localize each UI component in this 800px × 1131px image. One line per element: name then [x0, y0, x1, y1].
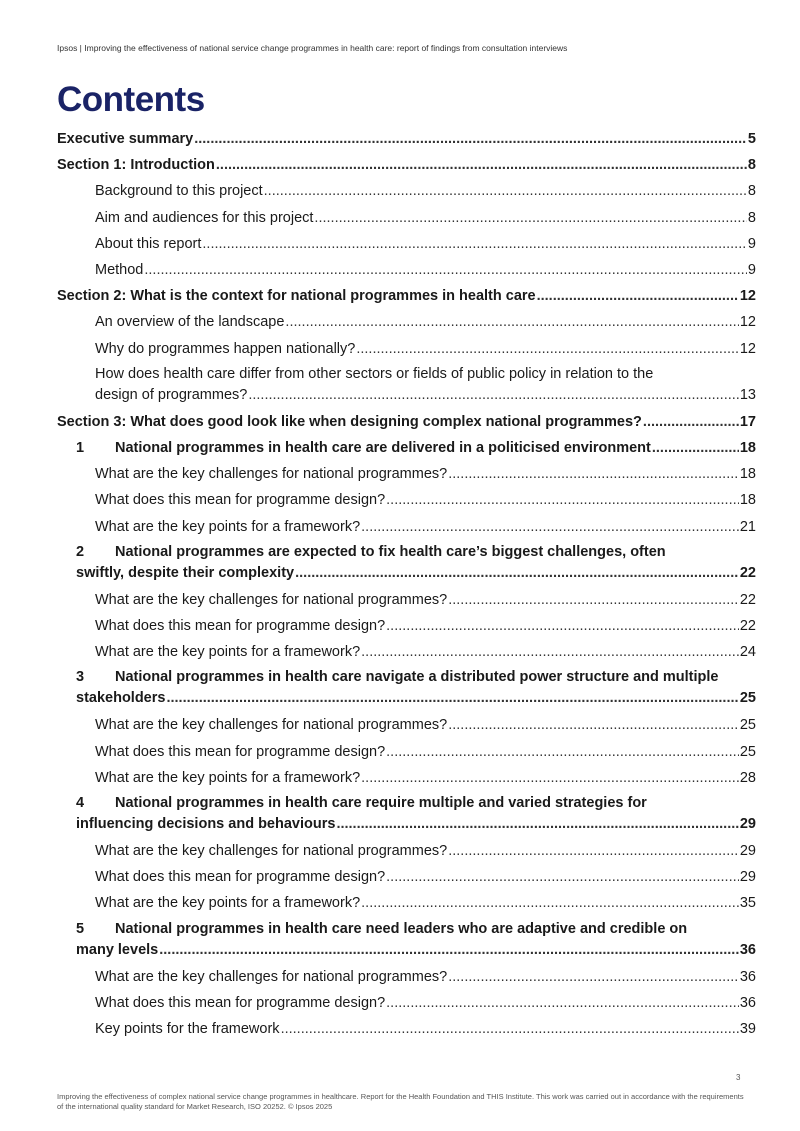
dot-leader [264, 178, 747, 204]
dot-leader [361, 765, 739, 791]
toc-entry[interactable] [95, 964, 756, 990]
dot-leader [386, 990, 739, 1016]
toc-entry-title: What does this mean for programme design? [95, 994, 386, 1011]
toc-entry-title: About this report [95, 235, 202, 252]
toc-entry-page: 5 [747, 131, 756, 147]
toc-entry-page: 8 [747, 183, 756, 200]
toc-entry[interactable] [95, 838, 756, 864]
dot-leader [537, 283, 739, 309]
toc-entry-title: Section 2: What is the context for national programmes in health care [57, 288, 536, 305]
page-footer: Improving the effectiveness of complex national service change programmes in healthcare. Report for the Health Foundation and THIS Institute. This work was carried out in accordance with the requirements of the international quality standard for Market Research, ISO 20252. © Ipsos 2025 [57, 1092, 744, 1111]
toc-entry-number: 1 [76, 440, 85, 457]
toc-entry-title: Section 3: What does good look like when designing complex national programmes? [57, 413, 642, 430]
toc-entry-page: 25 [739, 717, 756, 734]
toc-entry[interactable] [95, 514, 756, 540]
toc-entry-number: 4 [76, 795, 85, 812]
toc-entry-page: 25 [739, 690, 756, 707]
toc-entry[interactable] [76, 665, 756, 712]
toc-entry-number: 3 [76, 669, 85, 686]
toc-entry[interactable] [95, 765, 756, 791]
toc-entry[interactable] [95, 587, 756, 613]
toc-entry-title: What does this mean for programme design? [95, 869, 386, 886]
dot-leader [652, 435, 739, 461]
toc-entry-title: What does this mean for programme design? [95, 743, 386, 760]
toc-entry[interactable] [95, 309, 756, 335]
toc-entry-page: 29 [739, 843, 756, 860]
toc-entry-title: National programmes in health care navigate a distributed power structure and multiple [115, 669, 719, 686]
toc-entry-page: 36 [739, 968, 756, 985]
toc-entry-title: What are the key challenges for national programmes? [95, 591, 448, 608]
dot-leader [361, 890, 739, 916]
dot-leader [386, 613, 739, 639]
toc-entry[interactable] [95, 178, 756, 204]
toc-entry-page: 24 [739, 644, 756, 661]
toc-entry[interactable] [95, 1016, 756, 1042]
toc-entry-title-continuation: influencing decisions and behaviours [76, 816, 336, 833]
toc-entry-title: What are the key points for a framework? [95, 518, 361, 535]
toc-entry-title: What are the key challenges for national programmes? [95, 466, 448, 483]
toc-entry-page: 21 [739, 518, 756, 535]
dot-leader [361, 639, 739, 665]
dot-leader [643, 409, 739, 435]
dot-leader [336, 814, 738, 835]
toc-entry-title: National programmes in health care need leaders who are adaptive and credible on [115, 920, 688, 937]
toc-entry[interactable] [57, 126, 756, 152]
dot-leader [314, 205, 747, 231]
toc-entry-title: Aim and audiences for this project [95, 209, 314, 226]
toc-entry-title: What are the key points for a framework? [95, 644, 361, 661]
toc-entry-page: 36 [739, 941, 756, 958]
toc-entry[interactable] [57, 152, 756, 178]
toc-entry-page: 18 [739, 440, 756, 457]
toc-entry-title: What are the key challenges for national programmes? [95, 717, 448, 734]
table-of-contents [57, 126, 756, 1042]
toc-entry-page: 8 [747, 157, 756, 174]
dot-leader [448, 838, 739, 864]
dot-leader [448, 461, 739, 487]
toc-entry[interactable] [95, 461, 756, 487]
toc-entry[interactable] [57, 283, 756, 309]
toc-entry-title: Method [95, 262, 144, 279]
toc-entry-title: Key points for the framework [95, 1021, 280, 1038]
toc-entry[interactable] [95, 712, 756, 738]
toc-entry-title: National programmes in health care are delivered in a politicised environment [115, 440, 651, 457]
dot-leader [216, 152, 747, 178]
toc-entry-page: 35 [739, 895, 756, 912]
toc-entry-title-line [76, 919, 756, 940]
toc-entry-title: What are the key points for a framework? [95, 895, 361, 912]
toc-entry[interactable] [76, 917, 756, 964]
toc-entry-title-continuation: stakeholders [76, 690, 166, 707]
toc-entry[interactable] [76, 791, 756, 838]
dot-leader [166, 688, 738, 709]
toc-entry-title: An overview of the landscape [95, 314, 285, 331]
toc-entry-title: National programmes in health care require multiple and varied strategies for [115, 795, 647, 812]
dot-leader [144, 257, 747, 283]
toc-entry-title-line [76, 542, 756, 563]
toc-entry-page: 22 [739, 564, 756, 581]
toc-entry-title: What are the key challenges for national programmes? [95, 843, 448, 860]
toc-entry-title-line [76, 667, 756, 688]
toc-entry-page: 39 [739, 1021, 756, 1038]
dot-leader [386, 487, 739, 513]
dot-leader [448, 964, 739, 990]
toc-entry[interactable] [95, 864, 756, 890]
toc-entry-title: What are the key points for a framework? [95, 769, 361, 786]
dot-leader [248, 385, 739, 406]
toc-entry-title-line [76, 793, 756, 814]
toc-entry-page: 18 [739, 492, 756, 509]
dot-leader [285, 309, 738, 335]
toc-entry-page: 22 [739, 618, 756, 635]
toc-entry[interactable] [95, 257, 756, 283]
toc-entry-page: 8 [747, 209, 756, 226]
dot-leader [386, 864, 739, 890]
toc-entry[interactable] [95, 890, 756, 916]
toc-entry-title-line [95, 364, 756, 385]
toc-entry-title: What are the key challenges for national programmes? [95, 968, 448, 985]
toc-entry-title: Background to this project [95, 183, 263, 200]
toc-entry-title-continuation: design of programmes? [95, 386, 248, 403]
dot-leader [386, 739, 739, 765]
dot-leader [281, 1016, 739, 1042]
toc-entry[interactable] [95, 336, 756, 362]
dot-leader [448, 587, 739, 613]
toc-entry[interactable] [76, 435, 756, 461]
toc-entry-number: 2 [76, 543, 85, 560]
toc-entry[interactable] [95, 739, 756, 765]
toc-entry[interactable] [95, 613, 756, 639]
toc-entry-page: 12 [739, 340, 756, 357]
toc-entry-title: Executive summary [57, 131, 194, 147]
toc-entry[interactable] [95, 231, 756, 257]
dot-leader [202, 231, 747, 257]
dot-leader [356, 336, 739, 362]
toc-entry[interactable] [95, 362, 756, 409]
dot-leader [295, 563, 739, 584]
toc-entry[interactable] [57, 409, 756, 435]
page-title: Contents [57, 80, 205, 119]
dot-leader [361, 514, 739, 540]
toc-entry-page: 29 [739, 869, 756, 886]
toc-entry-page: 17 [739, 413, 756, 430]
toc-entry[interactable] [95, 639, 756, 665]
toc-entry[interactable] [76, 540, 756, 587]
toc-entry-page: 12 [739, 314, 756, 331]
toc-entry-title-continuation: swiftly, despite their complexity [76, 564, 295, 581]
toc-entry-page: 22 [739, 591, 756, 608]
toc-entry-page: 36 [739, 994, 756, 1011]
dot-leader [448, 712, 739, 738]
toc-entry-title: What does this mean for programme design? [95, 492, 386, 509]
toc-entry-title: Why do programmes happen nationally? [95, 340, 356, 357]
toc-entry-page: 28 [739, 769, 756, 786]
toc-entry-title: What does this mean for programme design? [95, 618, 386, 635]
page-number: 3 [736, 1073, 741, 1082]
toc-entry-page: 29 [739, 816, 756, 833]
toc-entry-title: Section 1: Introduction [57, 157, 215, 174]
toc-entry-page: 9 [747, 262, 756, 279]
toc-entry-number: 5 [76, 920, 85, 937]
toc-entry-title-continuation: many levels [76, 941, 159, 958]
toc-entry-title: How does health care differ from other sectors or fields of public policy in relation to the [95, 365, 654, 382]
toc-entry[interactable] [95, 487, 756, 513]
toc-entry[interactable] [95, 990, 756, 1016]
toc-entry-page: 25 [739, 743, 756, 760]
toc-entry-page: 13 [739, 386, 756, 403]
dot-leader [159, 940, 739, 961]
toc-entry[interactable] [95, 205, 756, 231]
toc-entry-page: 9 [747, 235, 756, 252]
toc-entry-page: 18 [739, 466, 756, 483]
toc-entry-title: National programmes are expected to fix health care’s biggest challenges, often [115, 543, 666, 560]
toc-entry-page: 12 [739, 288, 756, 305]
dot-leader [194, 126, 747, 152]
running-header: Ipsos | Improving the effectiveness of national service change programmes in health care: report of findings from consultation interviews [57, 43, 568, 53]
